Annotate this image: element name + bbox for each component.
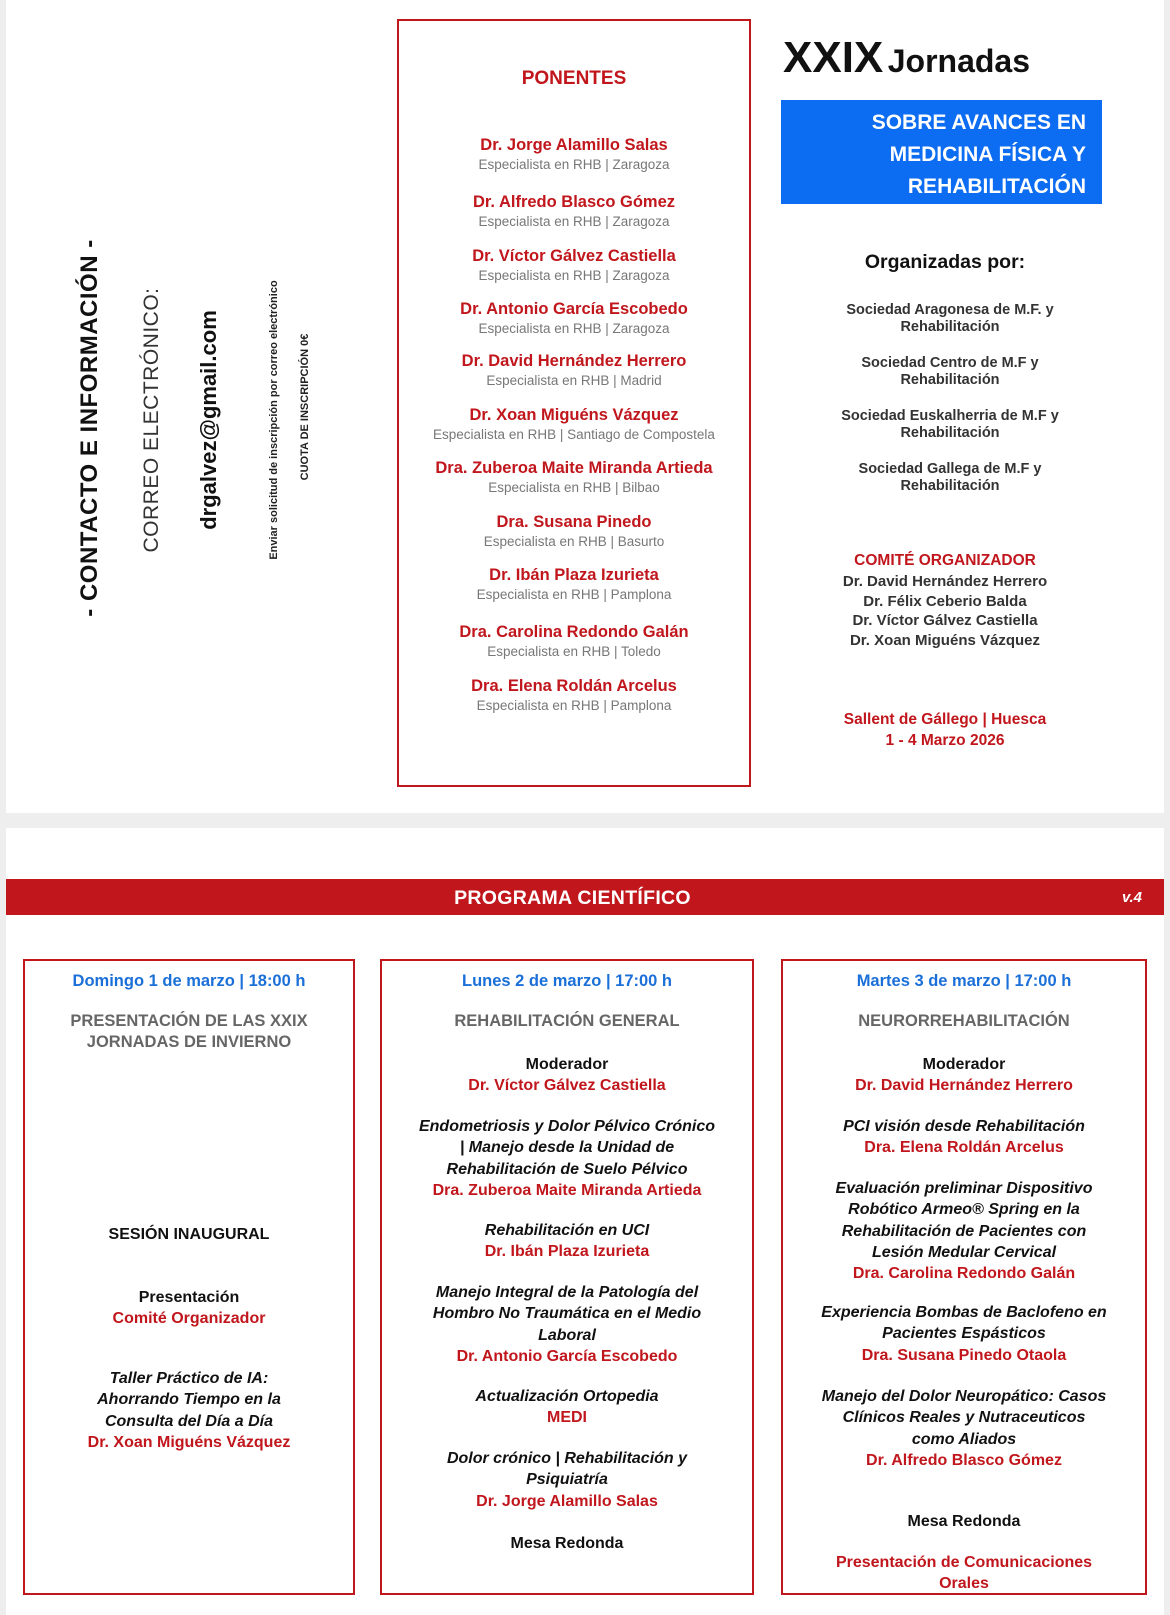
talk-title-line: Experiencia Bombas de Baclofeno en	[821, 1304, 1107, 1321]
program-item	[382, 1220, 752, 1263]
speaker-name: Dr. Ibán Plaza Izurieta	[489, 566, 659, 584]
talk-title-line: Evaluación preliminar Dispositivo	[835, 1180, 1093, 1197]
talk-title-line: Taller Práctico de IA:	[109, 1370, 269, 1387]
subtitle-line: SOBRE AVANCES EN	[871, 111, 1086, 134]
talk-speaker: Dra. Susana Pinedo Otaola	[861, 1346, 1067, 1364]
speaker-entry	[399, 300, 749, 336]
event-dates: 1 - 4 Marzo 2026	[885, 732, 1005, 749]
talk-speaker: MEDI	[547, 1409, 587, 1427]
day-topic	[783, 1011, 1145, 1032]
talk-title-line: Rehabilitación en UCI	[484, 1222, 650, 1239]
organizing-society	[800, 302, 1100, 336]
society-line: Sociedad Centro de M.F y	[861, 355, 1039, 371]
session-title-line: Orales	[939, 1575, 989, 1593]
program-banner	[6, 879, 1164, 915]
program-item	[783, 1386, 1145, 1471]
talk-speaker: Dra. Elena Roldán Arcelus	[864, 1139, 1064, 1157]
talk-title-line: Robótico Armeo® Spring en la	[848, 1201, 1080, 1219]
program-item	[382, 1448, 752, 1512]
program-item	[783, 1054, 1145, 1097]
society-line: Sociedad Aragonesa de M.F. y	[846, 302, 1054, 318]
talk-title-line: Hombro No Traumática en el Medio	[432, 1305, 702, 1323]
program-item	[783, 1302, 1145, 1366]
talk-title-line: Actualización Ortopedia	[475, 1388, 659, 1405]
speaker-name: Dra. Carolina Redondo Galán	[459, 623, 689, 641]
talk-speaker: Dra. Zuberoa Maite Miranda Artieda	[432, 1181, 702, 1199]
program-item	[783, 1116, 1145, 1159]
event-title: XXIX Jornadas	[783, 33, 1031, 82]
organizing-society	[800, 408, 1100, 442]
committee-member: Dr. Félix Ceberio Balda	[863, 592, 1027, 610]
speaker-name: Dr. Antonio García Escobedo	[460, 300, 688, 318]
society-line: Sociedad Euskalherria de M.F y	[841, 408, 1059, 424]
program-item-label: Presentación	[138, 1289, 240, 1306]
society-line: Rehabilitación	[900, 425, 1000, 441]
society-line: Rehabilitación	[900, 319, 1000, 335]
subtitle-line: MEDICINA FÍSICA Y	[889, 143, 1086, 166]
day-date: Domingo 1 de marzo | 18:00 h	[72, 972, 306, 990]
talk-title-line: Rehabilitación de Pacientes con	[841, 1222, 1087, 1240]
program-item-label: Mesa Redonda	[907, 1513, 1021, 1530]
program-item	[783, 1178, 1145, 1284]
speaker-name: Dr. Alfredo Blasco Gómez	[472, 193, 676, 211]
speaker-role: Especialista en RHB | Zaragoza	[478, 321, 670, 336]
talk-title-line: Dolor crónico | Rehabilitación y	[446, 1450, 688, 1467]
talk-title-line: Clínicos Reales y Nutraceuticos	[842, 1409, 1086, 1427]
talk-speaker: Dr. Ibán Plaza Izurieta	[484, 1243, 650, 1261]
speaker-role: Especialista en RHB | Basurto	[483, 534, 665, 549]
topic-line: JORNADAS DE INVIERNO	[86, 1033, 292, 1051]
society-line: Rehabilitación	[900, 478, 1000, 494]
talk-title-line: Laboral	[538, 1326, 596, 1344]
speaker-role: Especialista en RHB | Bilbao	[488, 480, 660, 495]
topic-line: PRESENTACIÓN DE LAS XXIX	[70, 1012, 308, 1030]
day-column-tuesday	[781, 959, 1147, 1595]
event-location: Sallent de Gállego | Huesca	[843, 711, 1047, 728]
program-item	[783, 1511, 1145, 1532]
day-date: Martes 3 de marzo | 17:00 h	[856, 972, 1072, 990]
speakers-title: PONENTES	[521, 68, 627, 89]
speaker-name: Dr. Xoan Miguéns Vázquez	[469, 406, 679, 424]
program-item-label: Moderador	[922, 1056, 1006, 1073]
speaker-role: Especialista en RHB | Pamplona	[476, 587, 672, 602]
speaker-entry	[399, 566, 749, 602]
speaker-entry	[399, 136, 749, 172]
speaker-role: Especialista en RHB | Zaragoza	[478, 214, 670, 229]
talk-speaker: Dr. David Hernández Herrero	[855, 1077, 1073, 1095]
organizing-society	[800, 461, 1100, 495]
organizing-society	[800, 355, 1100, 389]
program-item-label: Mesa Redonda	[510, 1535, 624, 1552]
organized-by-heading: Organizadas por:	[864, 251, 1026, 273]
talk-speaker: Dr. Víctor Gálvez Castiella	[468, 1077, 666, 1095]
committee-member: Dr. Víctor Gálvez Castiella	[852, 612, 1038, 629]
subtitle-line: REHABILITACIÓN	[907, 175, 1086, 198]
program-item	[25, 1368, 353, 1453]
topic-line: NEURORREHABILITACIÓN	[858, 1012, 1070, 1030]
speaker-entry	[399, 677, 749, 713]
program-item	[382, 1386, 752, 1429]
speaker-entry	[399, 459, 749, 495]
talk-title-line: Manejo Integral de la Patología del	[435, 1284, 699, 1301]
committee-title: COMITÉ ORGANIZADOR	[854, 552, 1036, 569]
committee-list	[780, 572, 1110, 650]
event-subtitle-box	[781, 100, 1102, 204]
day-date: Lunes 2 de marzo | 17:00 h	[461, 972, 673, 990]
talk-title-line: Endometriosis y Dolor Pélvico Crónico	[418, 1118, 716, 1135]
program-title: PROGRAMA CIENTÍFICO	[454, 887, 691, 909]
speakers-box	[397, 19, 751, 787]
talk-speaker: Comité Organizador	[112, 1310, 266, 1328]
talk-speaker: Dr. Antonio García Escobedo	[456, 1347, 678, 1365]
talk-speaker: Dra. Carolina Redondo Galán	[852, 1265, 1076, 1283]
speaker-name: Dr. Víctor Gálvez Castiella	[472, 247, 676, 265]
day-topic	[382, 1011, 752, 1032]
talk-title-line: Pacientes Espásticos	[882, 1325, 1046, 1343]
talk-title-line: Rehabilitación de Suelo Pélvico	[446, 1160, 688, 1178]
program-item	[382, 1533, 752, 1554]
speaker-name: Dra. Elena Roldán Arcelus	[471, 677, 677, 695]
talk-title-line: | Manejo desde la Unidad de	[459, 1139, 675, 1157]
talk-title-line: Lesión Medular Cervical	[871, 1243, 1057, 1261]
talk-title-line: Consulta del Día a Día	[104, 1412, 274, 1430]
program-item	[783, 1552, 1145, 1595]
speaker-name: Dra. Susana Pinedo	[496, 513, 652, 531]
speaker-name: Dr. David Hernández Herrero	[461, 352, 687, 370]
speaker-entry	[399, 352, 749, 388]
program-item-label: SESIÓN INAUGURAL	[108, 1226, 270, 1243]
program-item	[25, 1224, 353, 1245]
talk-speaker: Dr. Jorge Alamillo Salas	[476, 1492, 658, 1510]
session-title-line: Presentación de Comunicaciones	[835, 1554, 1093, 1571]
program-item	[382, 1282, 752, 1367]
speaker-entry	[399, 623, 749, 659]
committee-member: Dr. David Hernández Herrero	[842, 573, 1048, 590]
talk-speaker: Dr. Alfredo Blasco Gómez	[866, 1451, 1062, 1469]
society-line: Rehabilitación	[900, 372, 1000, 388]
speaker-role: Especialista en RHB | Santiago de Compostela	[433, 427, 715, 442]
speaker-entry	[399, 406, 749, 442]
society-line: Sociedad Gallega de M.F y	[858, 461, 1042, 477]
speaker-entry	[399, 513, 749, 549]
day-column-sunday	[23, 959, 355, 1595]
program-item	[25, 1287, 353, 1330]
speaker-role: Especialista en RHB | Pamplona	[476, 698, 672, 713]
speaker-name: Dra. Zuberoa Maite Miranda Artieda	[435, 459, 713, 477]
talk-title-line: Psiquiatría	[526, 1471, 608, 1489]
speaker-role: Especialista en RHB | Madrid	[486, 373, 662, 388]
committee-member: Dr. Xoan Miguéns Vázquez	[849, 631, 1041, 649]
talk-title-line: Ahorrando Tiempo en la	[97, 1391, 281, 1409]
talk-title-line: como Aliados	[911, 1430, 1017, 1448]
topic-line: REHABILITACIÓN GENERAL	[454, 1012, 680, 1030]
speaker-role: Especialista en RHB | Zaragoza	[478, 157, 670, 172]
speaker-entry	[399, 193, 749, 229]
talk-title-line: Manejo del Dolor Neuropático: Casos	[821, 1388, 1107, 1405]
day-topic	[25, 1011, 353, 1053]
program-item	[382, 1054, 752, 1097]
speaker-name: Dr. Jorge Alamillo Salas	[480, 136, 668, 154]
talk-title-line: PCI visión desde Rehabilitación	[843, 1118, 1085, 1135]
day-column-monday	[380, 959, 754, 1595]
speaker-role: Especialista en RHB | Toledo	[487, 644, 661, 659]
program-version: v.4	[1121, 889, 1142, 906]
program-item	[382, 1116, 752, 1201]
program-item-label: Moderador	[525, 1056, 609, 1073]
speaker-role: Especialista en RHB | Zaragoza	[478, 268, 670, 283]
event-location-dates	[780, 709, 1110, 751]
speaker-entry	[399, 247, 749, 283]
talk-speaker: Dr. Xoan Miguéns Vázquez	[87, 1433, 291, 1451]
